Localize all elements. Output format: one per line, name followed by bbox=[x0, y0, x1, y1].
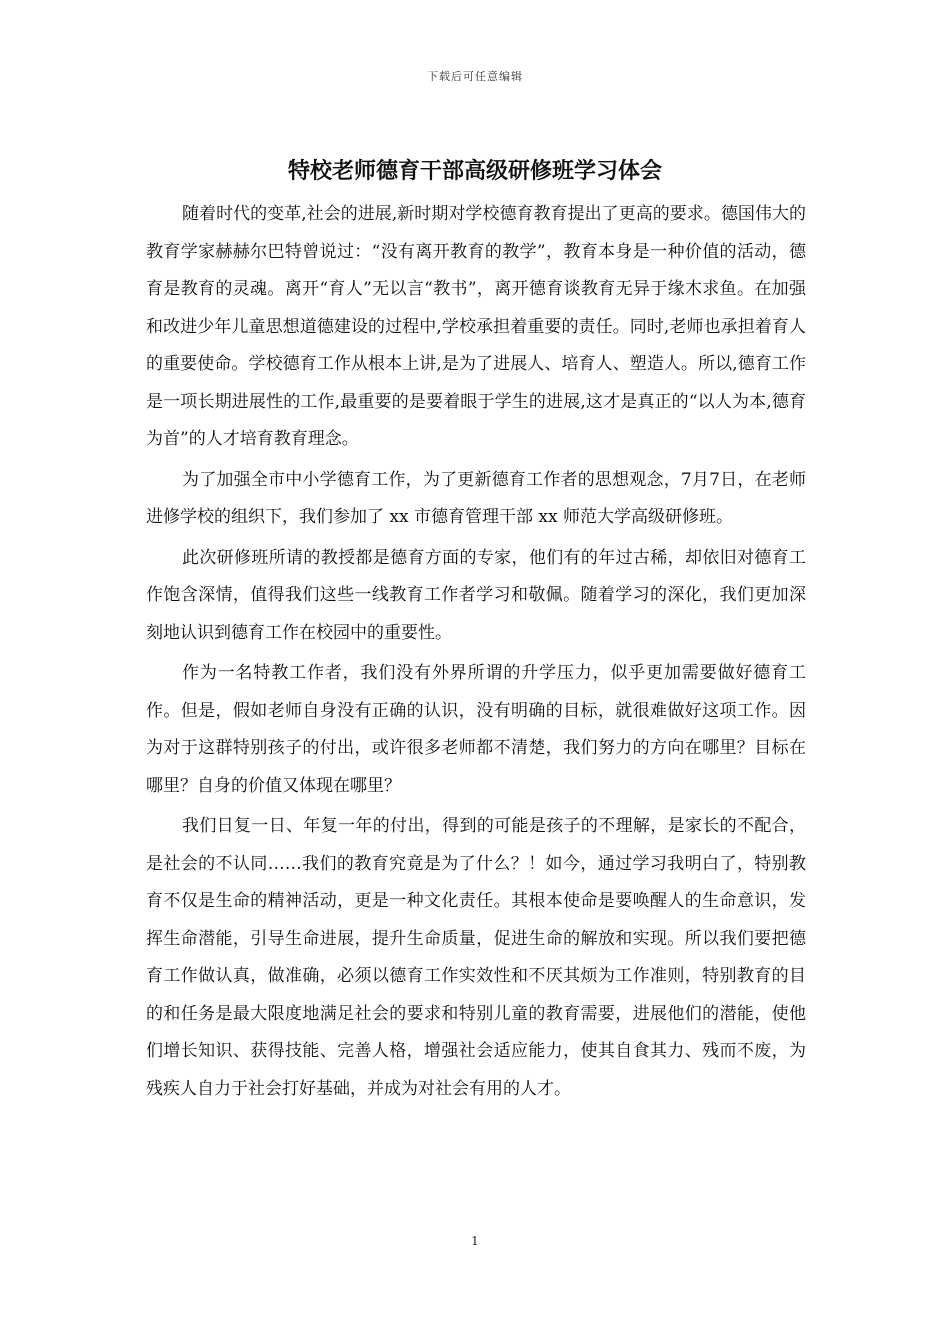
paragraph: 为了加强全市中小学德育工作，为了更新德育工作者的思想观念，7月7日，在老师进修学校的组织下，我们参加了 xx 市德育管理干部 xx 师范大学高级研修班。 bbox=[146, 469, 806, 527]
paragraph: 我们日复一日、年复一年的付出，得到的可能是孩子的不理解，是家长的不配合，是社会的不认同……我们的教育究竟是为了什么？！如今，通过学习我明白了，特别教育不仅是生命的精神活动，更是一种文化责任。其根本使命是要唤醒人的生命意识，发挥生命潜能，引导生命进展，提升生命质量，促进生命的解放和实现。所以我们要把德育工作做认真，做准确，必须以德育工作实效性和不厌其烦为工作准则，特别教育的目的和任务是最大限度地满足社会的要求和特别儿童的教育需要，进展他们的潜能，使他们增长知识、获得技能、完善人格，增强社会适应能力，使其自食其力、残而不废，为残疾人自力于社会打好基础，并成为对社会有用的人才。 bbox=[146, 816, 806, 1099]
paragraph: 随着时代的变革,社会的进展,新时期对学校德育教育提出了更高的要求。德国伟大的教育学家赫赫尔巴特曾说过：“没有离开教育的教学”，教育本身是一种价值的活动，德育是教育的灵魂。离开“育人”无以言“教书”，离开德育谈教育无异于缘木求鱼。在加强和改进少年儿童思想道德建设的过程中,学校承担着重要的责任。同时,老师也承担着育人的重要使命。学校德育工作从根本上讲,是为了进展人、培育人、塑造人。所以,德育工作是一项长期进展性的工作,最重要的是要着眼于学生的进展,这才是真正的“以人为本,德育为首”的人才培育教育理念。 bbox=[146, 204, 806, 449]
page-number: 1 bbox=[471, 1234, 479, 1248]
document-title: 特校老师德育干部高级研修班学习体会 bbox=[287, 159, 662, 184]
paragraph: 作为一名特教工作者，我们没有外界所谓的升学压力，似乎更加需要做好德育工作。但是，假如老师自身没有正确的认识，没有明确的目标，就很难做好这项工作。因为对于这群特别孩子的付出，或许很多老师都不清楚，我们努力的方向在哪里？目标在哪里？自身的价值又体现在哪里？ bbox=[146, 663, 806, 796]
header-note: 下载后可任意编辑 bbox=[427, 70, 523, 83]
paragraph: 此次研修班所请的教授都是德育方面的专家，他们有的年过古稀，却依旧对德育工作饱含深情，值得我们这些一线教育工作者学习和敬佩。随着学习的深化，我们更加深刻地认识到德育工作在校园中的重要性。 bbox=[146, 547, 806, 643]
document-body bbox=[146, 196, 806, 1111]
